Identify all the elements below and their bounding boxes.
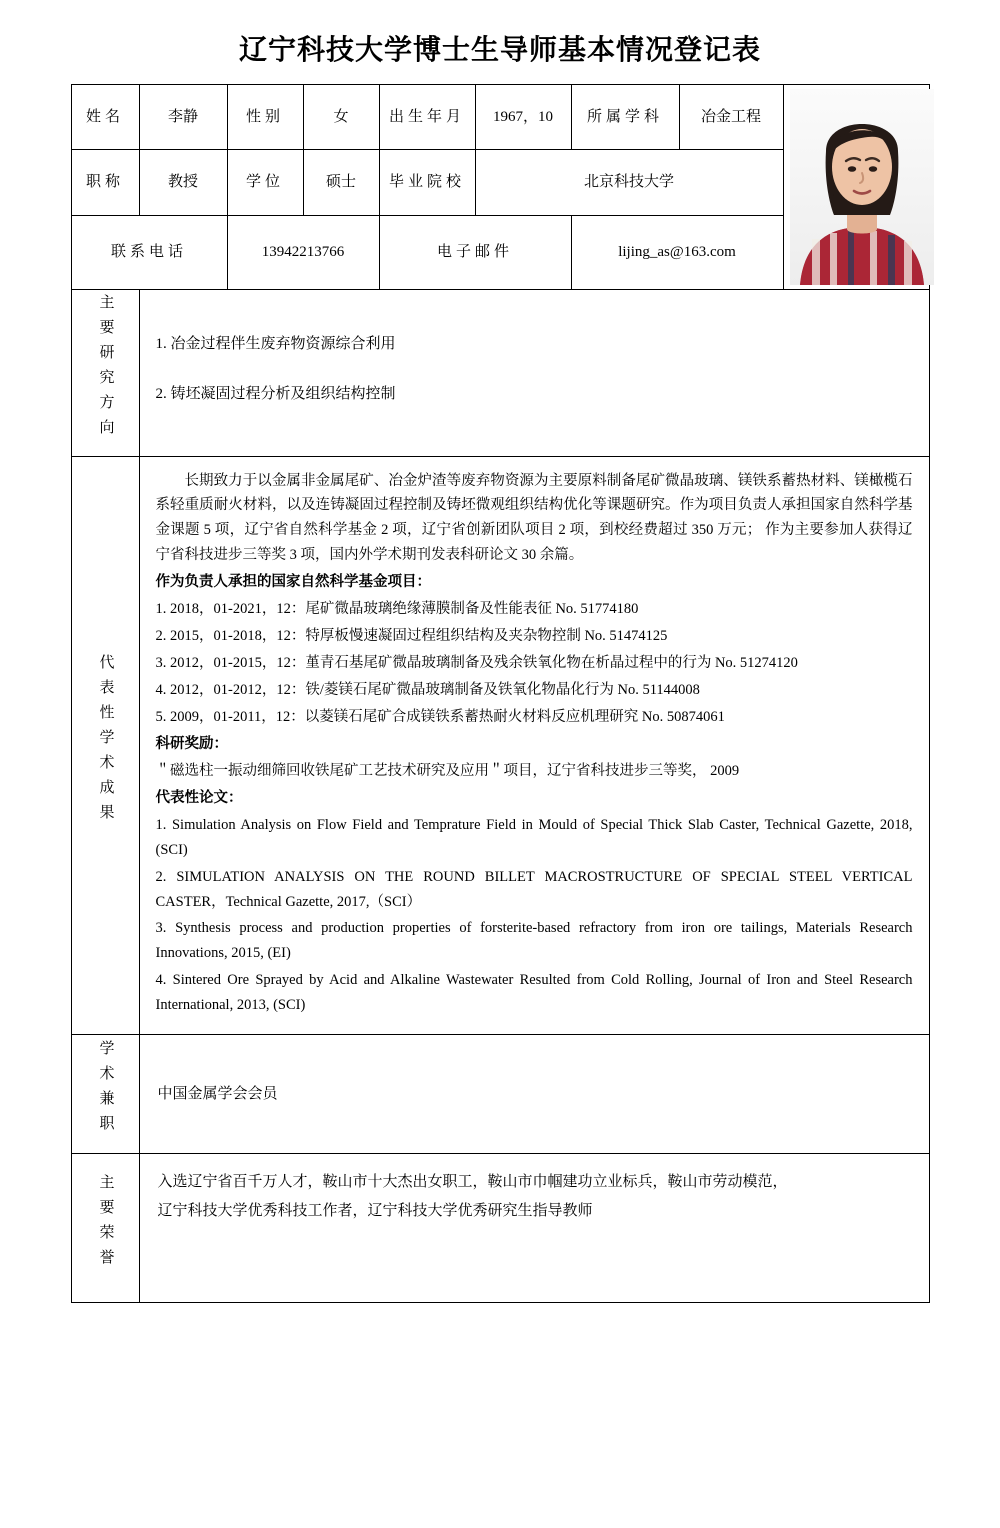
academic-post-cell xyxy=(139,1035,929,1154)
list-item: 1. 2018，01-2021，12：尾矿微晶玻璃绝缘薄膜制备及性能表征 No. 51774180 xyxy=(155,601,639,618)
achievements-cell xyxy=(139,456,929,1035)
achievements-label: 代表性学术成果 xyxy=(71,456,139,1035)
name-label: 姓名 xyxy=(71,85,139,150)
achievements-summary: 长期致力于以金属非金属尾矿、冶金炉渣等废弃物资源为主要原料制备尾矿微晶玻璃、镁铁系蓄热材料、镁橄榄石系轻重质耐火材料，以及连铸凝固过程控制及铸坯微观组织结构优化等课题研究。作为项目负责人承担国家自然科学基金课题 5 项，辽宁省自然科学基金 2 项，辽宁省创新团队项目 2 项，到校经费超过 350 万元； 作为主要参加人获得辽宁省科技进步三等奖 3 项，国内外学术期刊发表科研论文 30 余篇。 xyxy=(155,472,913,564)
page-title: 辽宁科技大学博士生导师基本情况登记表 xyxy=(238,34,761,65)
table-row-honors xyxy=(71,1154,929,1303)
avatar xyxy=(790,89,934,285)
academic-post-value: 中国金属学会会员 xyxy=(157,1085,278,1102)
papers-heading: 代表性论文： xyxy=(155,789,243,806)
birth-label: 出生年月 xyxy=(379,85,475,150)
nsfc-heading: 作为负责人承担的国家自然科学基金项目： xyxy=(155,574,431,591)
list-item: 1. 冶金过程伴生废弃物资源综合利用 xyxy=(155,335,396,352)
title-label: 职称 xyxy=(71,150,139,215)
academic-post-label: 学术兼职 xyxy=(71,1035,139,1154)
discipline-label: 所属学科 xyxy=(571,85,679,150)
school-label: 毕业院校 xyxy=(379,150,475,215)
discipline-value: 冶金工程 xyxy=(679,85,783,150)
degree-label: 学位 xyxy=(227,150,303,215)
photo-cell xyxy=(783,85,929,290)
list-item: 4. Sintered Ore Sprayed by Acid and Alkaline Wastewater Resulted from Cold Rolling, Journal of Iron and Steel Research International, 2013, (SCI) xyxy=(155,972,913,1014)
research-direction-label: 主要研究方向 xyxy=(71,290,139,457)
table-row-academic-post xyxy=(71,1035,929,1154)
table-row-basic-1 xyxy=(71,85,929,150)
table-row-research xyxy=(71,290,929,457)
list-item: 2. 铸坯凝固过程分析及组织结构控制 xyxy=(155,385,396,402)
honors-line-1: 入选辽宁省百千万人才，鞍山市十大杰出女职工，鞍山市巾帼建功立业标兵，鞍山市劳动模范， xyxy=(157,1174,788,1191)
honors-line-2: 辽宁科技大学优秀科技工作者，辽宁科技大学优秀研究生指导教师 xyxy=(157,1202,593,1219)
list-item: 1. Simulation Analysis on Flow Field and Temprature Field in Mould of Special Thick Slab Caster, Technical Gazette, 2018, (SCI) xyxy=(155,816,913,858)
email-label: 电子邮件 xyxy=(379,215,571,289)
degree-value: 硕士 xyxy=(303,150,379,215)
list-item: 5. 2009，01-2011，12：以菱镁石尾矿合成镁铁系蓄热耐火材料反应机理研究 No. 50874061 xyxy=(155,708,725,725)
name-value: 李静 xyxy=(139,85,227,150)
email-value: lijing_as@163.com xyxy=(571,215,783,289)
document-page xyxy=(0,28,1000,1528)
list-item: 2. SIMULATION ANALYSIS ON THE ROUND BILLET MACROSTRUCTURE OF SPECIAL STEEL VERTICAL CASTER，Technical Gazette, 2017,（SCI） xyxy=(155,868,913,910)
gender-value: 女 xyxy=(303,85,379,150)
awards-heading: 科研奖励： xyxy=(155,735,228,752)
research-direction-cell xyxy=(139,290,929,457)
list-item: 3. 2012，01-2015，12：堇青石基尾矿微晶玻璃制备及残余铁氧化物在析晶过程中的行为 No. 51274120 xyxy=(155,655,798,672)
list-item: ＂磁选柱一振动细筛回收铁尾矿工艺技术研究及应用＂项目，辽宁省科技进步三等奖， 2009 xyxy=(155,762,740,779)
honors-cell xyxy=(139,1154,929,1303)
school-value: 北京科技大学 xyxy=(475,150,783,215)
list-item: 2. 2015，01-2018，12：特厚板慢速凝固过程组织结构及夹杂物控制 No. 51474125 xyxy=(155,628,668,645)
phone-value: 13942213766 xyxy=(227,215,379,289)
table-row-achievements xyxy=(71,456,929,1035)
registration-form-table xyxy=(71,84,930,1303)
list-item: 4. 2012，01-2012，12：铁/菱镁石尾矿微晶玻璃制备及铁氧化物晶化行为 No. 51144008 xyxy=(155,682,700,698)
birth-value: 1967，10 xyxy=(475,85,571,150)
list-item: 3. Synthesis process and production properties of forsterite-based refractory from iron ore tailings, Materials Research Innovations, 2015, (EI) xyxy=(155,920,913,962)
gender-label: 性别 xyxy=(227,85,303,150)
title-value: 教授 xyxy=(139,150,227,215)
phone-label: 联系电话 xyxy=(71,215,227,289)
honors-label: 主要荣誉 xyxy=(71,1154,139,1303)
